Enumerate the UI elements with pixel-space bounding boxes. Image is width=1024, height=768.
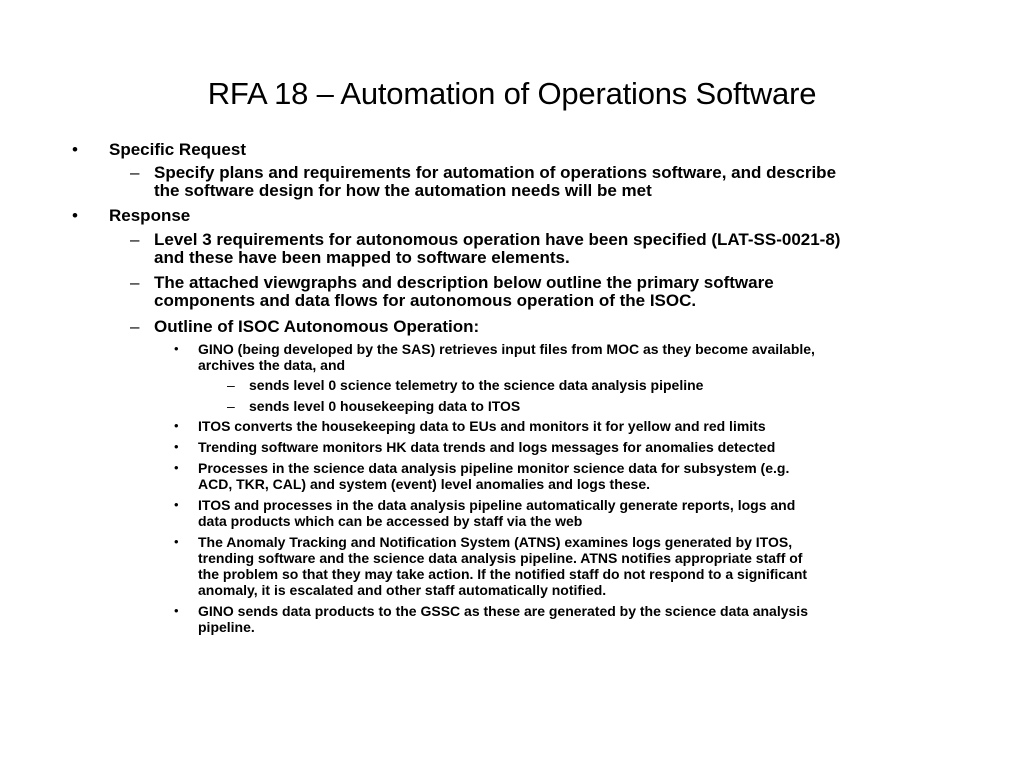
text-line: Level 3 requirements for autonomous operation have been specified (LAT-SS-0021-8) (154, 230, 841, 249)
text-line: GINO (being developed by the SAS) retrieves input files from MOC as they become available, (198, 341, 815, 357)
bullet-marker: • (174, 534, 179, 549)
bullet-marker: • (174, 603, 179, 618)
bullet-text: Specific Request (109, 140, 246, 159)
text-line: Processes in the science data analysis pipeline monitor science data for subsystem (e.g. (198, 460, 790, 476)
bullet-marker: • (174, 460, 179, 475)
item-text (198, 460, 968, 492)
dash-marker: – (130, 230, 140, 249)
dash-marker: – (130, 317, 140, 336)
bullet-marker: • (174, 439, 179, 454)
text-line: and these have been mapped to software elements. (154, 248, 570, 267)
subitem-text: sends level 0 science telemetry to the science data analysis pipeline (249, 377, 704, 393)
text-line: ACD, TKR, CAL) and system (event) level anomalies and logs these. (198, 476, 650, 492)
text-line: the problem so that they may take action. If the notified staff do not respond to a significant (198, 566, 808, 582)
item-text: ITOS converts the housekeeping data to EUs and monitors it for yellow and red limits (198, 418, 766, 434)
text-line: pipeline. (198, 619, 255, 635)
item-text (198, 497, 968, 529)
subitem-text: sends level 0 housekeeping data to ITOS (249, 398, 521, 414)
item-text (198, 534, 968, 598)
text-line: ITOS and processes in the data analysis pipeline automatically generate reports, logs and (198, 497, 796, 513)
item-text: Trending software monitors HK data trends and logs messages for anomalies detected (198, 439, 776, 455)
bullet-marker: • (174, 418, 179, 433)
text-line: The Anomaly Tracking and Notification System (ATNS) examines logs generated by ITOS, (198, 534, 793, 550)
bullet-marker: • (72, 206, 78, 225)
dash-marker: – (227, 377, 235, 393)
slide-title: RFA 18 – Automation of Operations Software (207, 76, 817, 111)
item-text (198, 603, 968, 635)
dash-marker: – (130, 163, 140, 182)
text-line: the software design for how the automation needs will be met (154, 181, 652, 200)
dash-marker: – (227, 398, 235, 414)
sub-bullet-text (154, 231, 964, 267)
text-line: trending software and the science data analysis pipeline. ATNS notifies appropriate staff of (198, 550, 803, 566)
text-line: Specify plans and requirements for automation of operations software, and describe (154, 163, 837, 182)
sub-bullet-text: Outline of ISOC Autonomous Operation: (154, 317, 480, 336)
bullet-marker: • (174, 497, 179, 512)
bullet-marker: • (174, 341, 179, 356)
sub-bullet-text (154, 164, 964, 200)
bullet-text: Response (109, 206, 191, 225)
text-line: GINO sends data products to the GSSC as these are generated by the science data analysis (198, 603, 808, 619)
dash-marker: – (130, 273, 140, 292)
text-line: anomaly, it is escalated and other staff automatically notified. (198, 582, 607, 598)
item-text (198, 341, 968, 373)
text-line: components and data flows for autonomous operation of the ISOC. (154, 291, 697, 310)
sub-bullet-text (154, 274, 964, 310)
bullet-marker: • (72, 140, 78, 159)
text-line: data products which can be accessed by staff via the web (198, 513, 583, 529)
text-line: The attached viewgraphs and description below outline the primary software (154, 273, 774, 292)
text-line: archives the data, and (198, 357, 346, 373)
